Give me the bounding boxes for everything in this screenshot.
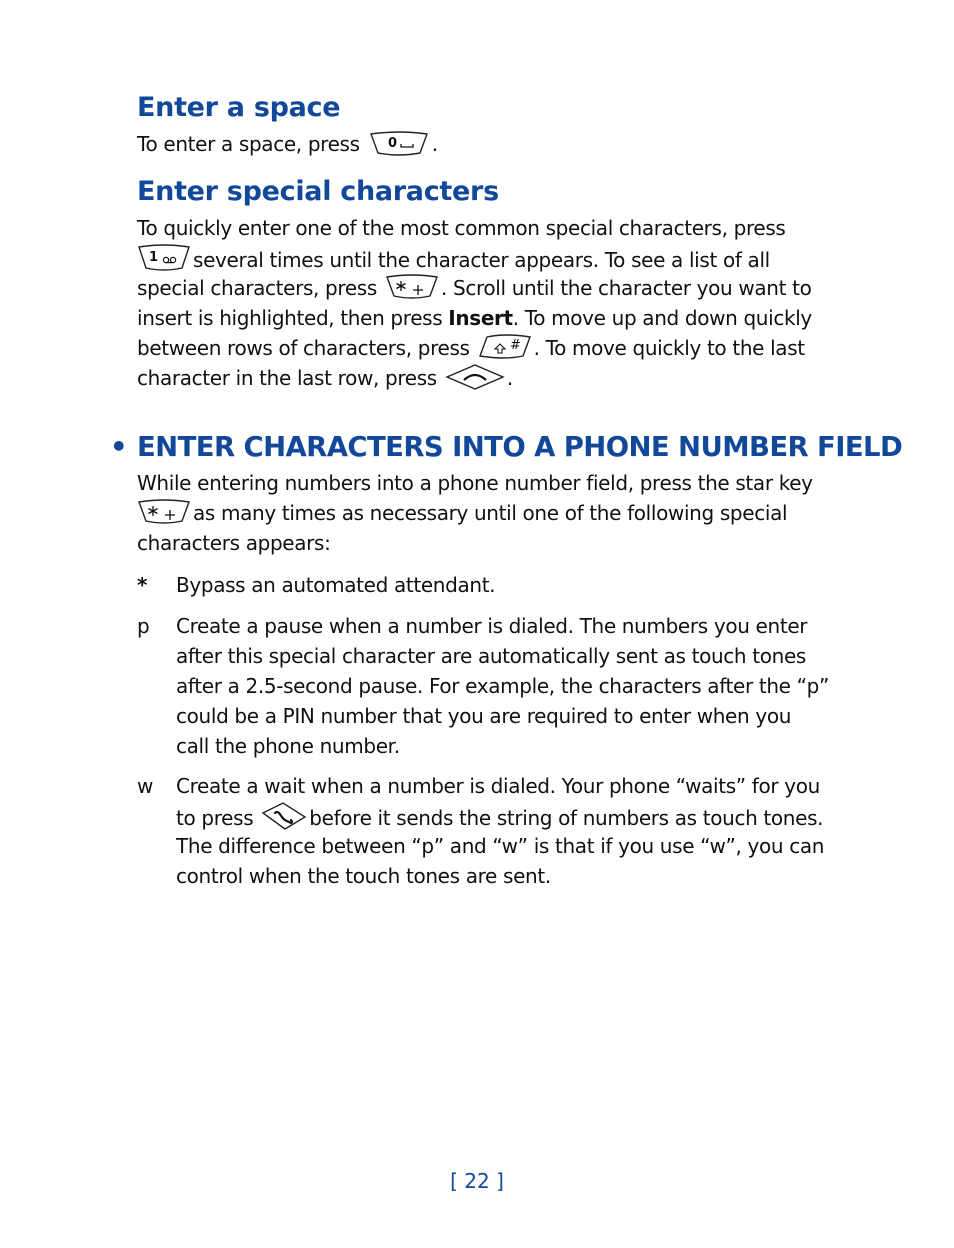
special-characters-paragraph	[137, 213, 812, 393]
star-plus-key-icon	[385, 273, 439, 301]
special-line-4a: insert is highlighted, then press	[137, 306, 449, 330]
svg-text:1: 1	[149, 250, 158, 265]
heading-enter-a-space: Enter a space	[137, 92, 341, 123]
talk-key-icon	[261, 801, 307, 831]
heading-bullet: •	[110, 431, 127, 463]
item-line: Create a pause when a number is dialed. The numbers you enter	[176, 614, 808, 638]
list-item	[137, 771, 837, 891]
phone-line-2: as many times as necessary until one of the following special	[193, 501, 788, 525]
page-number: [ 22 ]	[450, 1169, 504, 1193]
heading-phone-number-field	[110, 429, 902, 465]
list-item	[137, 611, 837, 761]
special-line-2: several times until the character appears. To see a list of all	[193, 248, 770, 272]
scroll-up-key-icon	[445, 363, 505, 391]
svg-text:0: 0	[387, 136, 397, 151]
special-line-4b: . To move up and down quickly	[512, 306, 812, 330]
zero-space-key-icon	[368, 131, 430, 157]
shift-hash-key-icon	[478, 333, 532, 361]
special-line-1: To quickly enter one of the most common special characters, press	[137, 216, 786, 240]
insert-label: Insert	[448, 306, 513, 330]
list-item	[137, 570, 837, 600]
space-text: To enter a space, press	[137, 132, 360, 156]
heading-phone-number-field-text: ENTER CHARACTERS INTO A PHONE NUMBER FIELD	[137, 431, 903, 463]
item-line-2a: to press	[176, 806, 254, 830]
phone-field-paragraph	[137, 468, 813, 558]
one-voicemail-key-icon	[137, 243, 191, 273]
special-line-5a: between rows of characters, press	[137, 336, 470, 360]
item-symbol: p	[137, 614, 150, 638]
phone-line-3: characters appears:	[137, 531, 331, 555]
space-text-end: .	[431, 132, 438, 156]
item-line-2b: before it sends the string of numbers as touch tones.	[309, 806, 824, 830]
star-plus-key-icon	[137, 498, 191, 526]
phone-line-1: While entering numbers into a phone number field, press the star key	[137, 471, 813, 495]
item-line: after this special character are automatically sent as touch tones	[176, 644, 806, 668]
heading-enter-special-characters: Enter special characters	[137, 176, 499, 207]
svg-text:#: #	[509, 338, 521, 353]
special-line-6a: character in the last row, press	[137, 366, 437, 390]
item-line: could be a PIN number that you are required to enter when you	[176, 704, 792, 728]
special-line-3a: special characters, press	[137, 276, 377, 300]
item-line: call the phone number.	[176, 734, 400, 758]
item-line: after a 2.5-second pause. For example, the characters after the “p”	[176, 674, 830, 698]
item-line: Create a wait when a number is dialed. Your phone “waits” for you	[176, 774, 820, 798]
item-symbol: w	[137, 774, 154, 798]
item-line: control when the touch tones are sent.	[176, 864, 551, 888]
item-line: Bypass an automated attendant.	[176, 573, 496, 597]
special-line-6b: .	[506, 366, 513, 390]
special-line-5b: . To move quickly to the last	[533, 336, 805, 360]
item-line: The difference between “p” and “w” is that if you use “w”, you can	[176, 834, 825, 858]
special-line-3b: . Scroll until the character you want to	[440, 276, 812, 300]
item-symbol: *	[137, 573, 148, 597]
space-paragraph	[137, 129, 438, 159]
